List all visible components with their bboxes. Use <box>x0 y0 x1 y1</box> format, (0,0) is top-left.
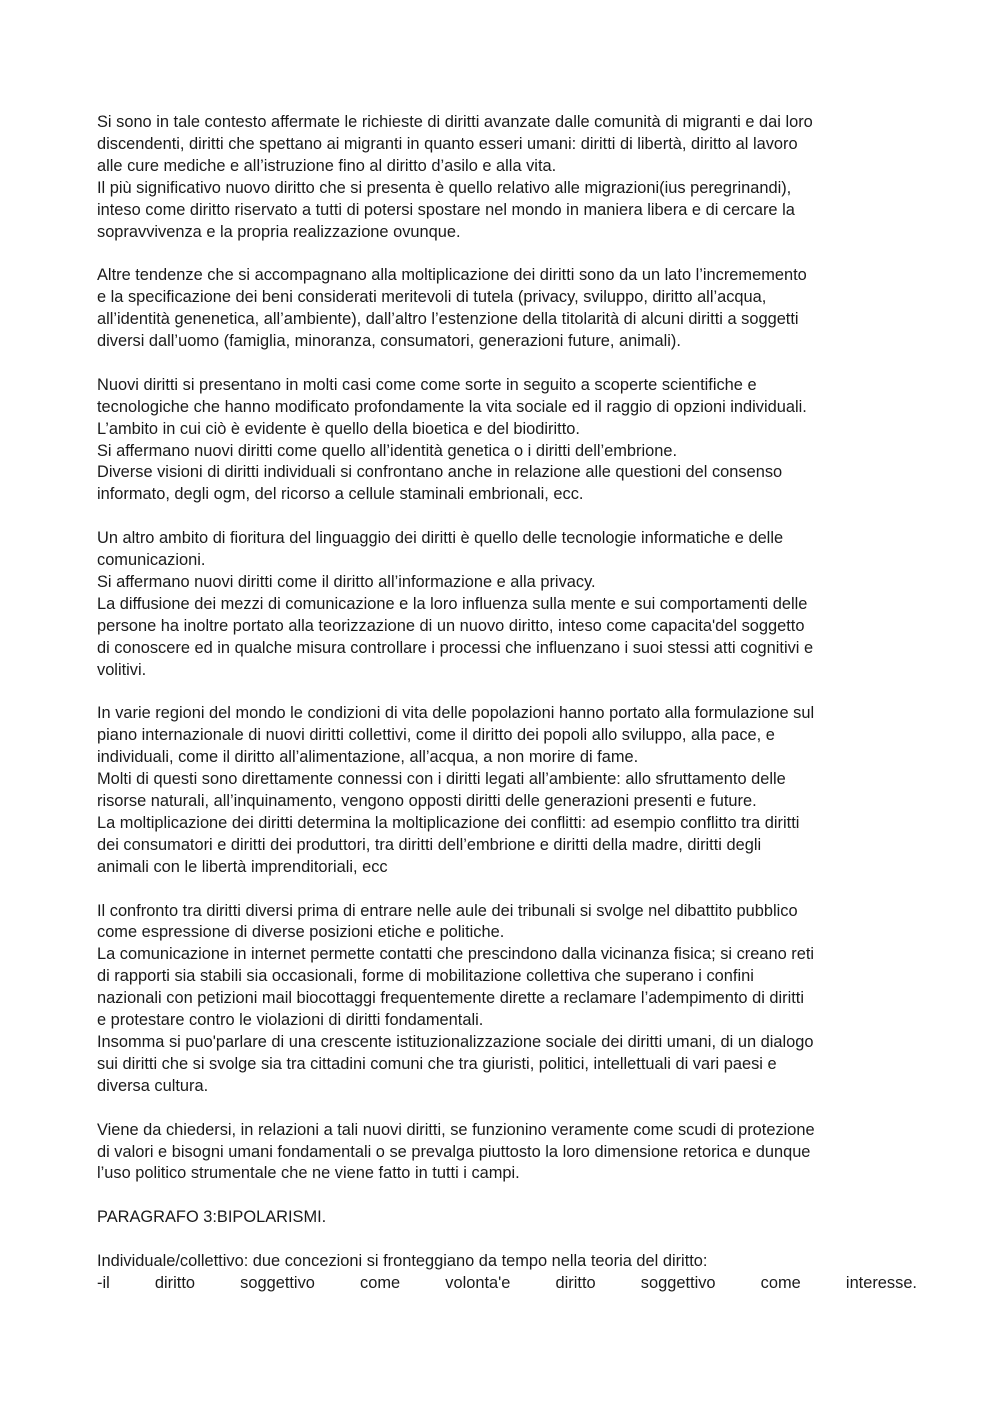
text-line: Si sono in tale contesto affermate le richieste di diritti avanzate dalle comunità di migranti e dai loro <box>97 113 813 131</box>
text-line: Nuovi diritti si presentano in molti casi come come sorte in seguito a scoperte scientifiche e <box>97 375 757 394</box>
word: come <box>360 1273 401 1292</box>
text-line: L’ambito in cui ciò è evidente è quello della bioetica e del biodiritto. <box>97 419 580 438</box>
word: volonta'e <box>445 1273 511 1292</box>
paragraph <box>97 112 917 243</box>
text-line: l’uso politico strumentale che ne viene fatto in tutti i campi. <box>97 1164 520 1183</box>
word: diritto <box>154 1273 195 1292</box>
text-line: animali con le libertà imprenditoriali, ecc <box>97 857 388 876</box>
paragraph <box>97 901 917 1098</box>
paragraph <box>97 1120 917 1186</box>
word: soggettivo <box>240 1273 315 1292</box>
word: diritto <box>555 1273 596 1292</box>
word: soggettivo <box>640 1273 716 1292</box>
text-line: volitivi. <box>97 660 147 679</box>
text-line: inteso come diritto riservato a tutti di potersi spostare nel mondo in maniera libera e di cercare la <box>97 200 795 219</box>
text-line: nazionali con petizioni mail biocottaggi frequentemente dirette a reclamare l’adempimento di diritti <box>97 989 804 1008</box>
text-line: diversa cultura. <box>97 1076 209 1095</box>
text-line: risorse naturali, all’inquinamento, vengono opposti diritti delle generazioni presenti e future. <box>97 792 757 811</box>
text-line: tecnologiche che hanno modificato profondamente la vita sociale ed il raggio di opzioni individuali. <box>97 397 807 416</box>
text-line: Diverse visioni di diritti individuali si confrontano anche in relazione alle questioni del consenso <box>97 463 783 482</box>
text-line: Altre tendenze che si accompagnano alla moltiplicazione dei diritti sono da un lato l’incrememento <box>97 266 807 285</box>
document-page <box>97 112 917 1317</box>
text-line: La comunicazione in internet permette contatti che prescindono dalla vicinanza fisica; si creano reti <box>97 945 815 964</box>
word: -il <box>97 1273 110 1292</box>
text-line: persone ha inoltre portato alla teorizzazione di un nuovo diritto, inteso come capacita'del soggetto <box>97 616 805 635</box>
justified-text-line <box>97 1273 917 1295</box>
word: interesse. <box>845 1273 917 1292</box>
text-line: di rapporti sia stabili sia occasionali, forme di mobilitazione collettiva che superano i confini <box>97 967 754 986</box>
text-line: Si affermano nuovi diritti come quello all’identità genetica o i diritti dell’embrione. <box>97 441 678 460</box>
text-line: Viene da chiedersi, in relazioni a tali nuovi diritti, se funzionino veramente come scudi di protezione <box>97 1120 815 1139</box>
text-line: individuali, come il diritto all’alimentazione, all’acqua, a non morire di fame. <box>97 748 639 767</box>
text-line: e la specificazione dei beni considerati meritevoli di tutela (privacy, sviluppo, diritto all’acqua, <box>97 288 767 307</box>
text-line: come espressione di diverse posizioni etiche e politiche. <box>97 923 505 942</box>
text-line: Il più significativo nuovo diritto che si presenta è quello relativo alle migrazioni(ius peregrinandi), <box>97 178 792 197</box>
text-line: Si affermano nuovi diritti come il diritto all’informazione e alla privacy. <box>97 572 596 591</box>
text-line: alle cure mediche e all’istruzione fino al diritto d’asilo e alla vita. <box>97 156 557 175</box>
text-line: Individuale/collettivo: due concezioni si fronteggiano da tempo nella teoria del diritto: <box>97 1252 708 1270</box>
paragraph-final <box>97 1251 917 1295</box>
text-line: sopravvivenza e la propria realizzazione ovunque. <box>97 222 461 241</box>
text-line: Il confronto tra diritti diversi prima di entrare nelle aule dei tribunali si svolge nel dibattito pubblico <box>97 901 798 920</box>
text-line: informato, degli ogm, del ricorso a cellule staminali embrionali, ecc. <box>97 485 584 504</box>
text-line: Molti di questi sono direttamente connessi con i diritti legati all’ambiente: allo sfruttamento delle <box>97 770 786 789</box>
paragraph <box>97 703 917 878</box>
text-line: di valori e bisogni umani fondamentali o se prevalga piuttosto la loro dimensione retorica e dunque <box>97 1142 811 1161</box>
text-line: all’identità genenetica, all’ambiente), dall’altro l’estenzione della titolarità di alcuni diritti a soggetti <box>97 310 799 329</box>
word: come <box>760 1273 801 1292</box>
text-line: discendenti, diritti che spettano ai migranti in quanto esseri umani: diritti di libertà, diritto al lavoro <box>97 134 798 153</box>
text-line: Insomma si puo'parlare di una crescente istituzionalizzazione sociale dei diritti umani, di un dialogo <box>97 1032 814 1051</box>
text-line: e protestare contro le violazioni di diritti fondamentali. <box>97 1011 484 1030</box>
text-line: In varie regioni del mondo le condizioni di vita delle popolazioni hanno portato alla formulazione sul <box>97 704 815 723</box>
text-line: PARAGRAFO 3:BIPOLARISMI. <box>97 1208 327 1227</box>
paragraph <box>97 1207 917 1229</box>
text-line: La moltiplicazione dei diritti determina la moltiplicazione dei conflitti: ad esempio conflitto tra diritti <box>97 813 800 832</box>
paragraph <box>97 528 917 681</box>
text-line: di conoscere ed in qualche misura controllare i processi che influenzano i suoi stessi atti cognitivi e <box>97 638 814 657</box>
text-line: piano internazionale di nuovi diritti collettivi, come il diritto dei popoli allo sviluppo, alla pace, e <box>97 726 775 745</box>
text-line: Un altro ambito di fioritura del linguaggio dei diritti è quello delle tecnologie informatiche e delle <box>97 529 784 548</box>
text-line: dei consumatori e diritti dei produttori, tra diritti dell’embrione e diritti della madre, diritti degli <box>97 835 762 854</box>
text-line: comunicazioni. <box>97 551 206 570</box>
text-line: diversi dall’uomo (famiglia, minoranza, consumatori, generazioni future, animali). <box>97 332 681 351</box>
paragraph <box>97 375 917 506</box>
text-line: sui diritti che si svolge sia tra cittadini comuni che tra giuristi, politici, intellettuali di vari paesi e <box>97 1054 777 1073</box>
paragraph <box>97 265 917 353</box>
text-line: La diffusione dei mezzi di comunicazione e la loro influenza sulla mente e sui comportamenti delle <box>97 594 808 613</box>
